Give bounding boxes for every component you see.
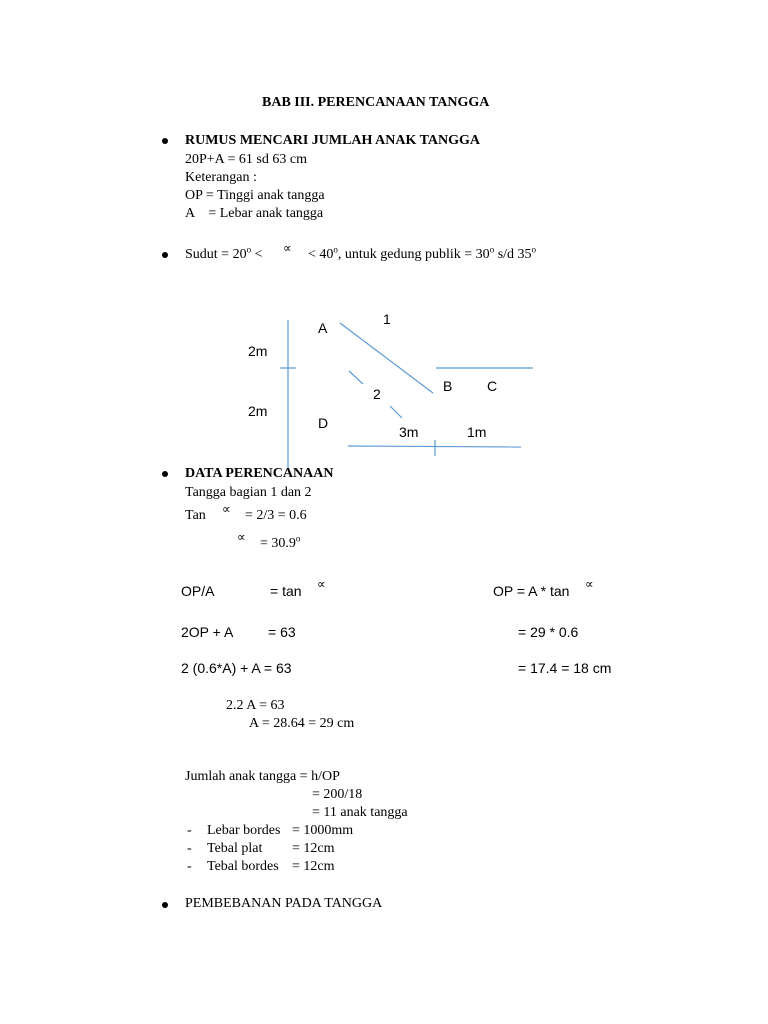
alpha-symbol: ∝ bbox=[585, 577, 594, 591]
degree-mark: o bbox=[295, 533, 301, 544]
eq-substitute: 2 (0.6*A) + A = 63 bbox=[181, 660, 292, 676]
eq-op-a-lhs: OP/A bbox=[181, 583, 215, 599]
stair-flight-1-line bbox=[340, 323, 433, 393]
alpha-symbol: ∝ bbox=[237, 530, 246, 544]
diagram-label-flight-1: 1 bbox=[383, 311, 391, 327]
jumlah-division: = 200/18 bbox=[312, 787, 363, 802]
alpha-symbol: ∝ bbox=[283, 241, 292, 255]
diagram-label-flight-2: 2 bbox=[373, 386, 381, 402]
degree-mark: o bbox=[531, 244, 537, 255]
sudut-text: Sudut = 20 bbox=[185, 247, 247, 262]
sudut-text: , untuk gedung publik = 30 bbox=[337, 247, 490, 262]
eq-op-final: = 17.4 = 18 cm bbox=[518, 660, 612, 676]
eq-a-value: A = 28.64 = 29 cm bbox=[249, 716, 355, 731]
diagram-label-1m: 1m bbox=[467, 424, 487, 440]
section-heading-rumus: RUMUS MENCARI JUMLAH ANAK TANGGA bbox=[185, 133, 481, 148]
degree-mark: o bbox=[489, 244, 495, 255]
alpha-symbol: ∝ bbox=[317, 577, 326, 591]
tan-value: = 2/3 = 0.6 bbox=[245, 508, 307, 523]
page-title: BAB III. PERENCANAAN TANGGA bbox=[262, 95, 490, 110]
eq-op-a-rhs: = tan bbox=[270, 583, 302, 599]
op-definition: OP = Tinggi anak tangga bbox=[185, 188, 325, 203]
dash-marker: - bbox=[187, 841, 192, 856]
jumlah-formula: Jumlah anak tangga = h/OP bbox=[185, 769, 340, 784]
tebal-bordes-label: Tebal bordes bbox=[207, 859, 279, 874]
degree-mark: o bbox=[333, 244, 338, 255]
sudut-text: < bbox=[251, 247, 263, 262]
diagram-label-height-top: 2m bbox=[248, 343, 268, 359]
stair-flight-2-dash bbox=[390, 406, 402, 418]
diagram-label-3m: 3m bbox=[399, 424, 419, 440]
angle-value bbox=[260, 535, 300, 553]
tebal-bordes-value: = 12cm bbox=[292, 859, 335, 874]
dash-marker: - bbox=[187, 859, 192, 874]
a-definition: A = Lebar anak tangga bbox=[185, 206, 324, 221]
section-heading-pembebanan: PEMBEBANAN PADA TANGGA bbox=[185, 896, 383, 911]
tebal-plat-label: Tebal plat bbox=[207, 841, 263, 856]
tebal-plat-value: = 12cm bbox=[292, 841, 335, 856]
diagram-label-d: D bbox=[318, 415, 329, 431]
stair-flight-2-dash bbox=[349, 371, 363, 384]
diagram-label-b: B bbox=[443, 378, 453, 394]
lebar-bordes-value: = 1000mm bbox=[292, 823, 354, 838]
dash-marker: - bbox=[187, 823, 192, 838]
lebar-bordes-label: Lebar bordes bbox=[207, 823, 281, 838]
tan-label: Tan bbox=[185, 508, 206, 523]
degree-mark: o bbox=[246, 244, 252, 255]
formula-line: 20P+A = 61 sd 63 cm bbox=[185, 152, 307, 167]
eq-2op-lhs: 2OP + A bbox=[181, 624, 234, 640]
eq-op-result: OP = A * tan bbox=[493, 583, 570, 599]
bullet-icon bbox=[162, 471, 168, 477]
sudut-text: s/d 35 bbox=[494, 247, 532, 262]
section-heading-data: DATA PERENCANAAN bbox=[185, 466, 334, 481]
bullet-icon bbox=[162, 902, 168, 908]
keterangan-line: Keterangan : bbox=[185, 170, 257, 185]
diagram-label-c: C bbox=[487, 378, 498, 394]
angle-text: = 30.9 bbox=[260, 536, 296, 551]
sudut-text: < 40 bbox=[308, 247, 334, 262]
eq-op-multiply: = 29 * 0.6 bbox=[518, 624, 579, 640]
alpha-symbol: ∝ bbox=[222, 502, 231, 516]
eq-a-solve: 2.2 A = 63 bbox=[226, 698, 285, 713]
eq-2op-rhs: = 63 bbox=[268, 624, 296, 640]
jumlah-result: = 11 anak tangga bbox=[312, 805, 408, 820]
tangga-bagian: Tangga bagian 1 dan 2 bbox=[185, 485, 312, 500]
diagram-label-a: A bbox=[318, 320, 328, 336]
diagram-label-height-bottom: 2m bbox=[248, 403, 268, 419]
